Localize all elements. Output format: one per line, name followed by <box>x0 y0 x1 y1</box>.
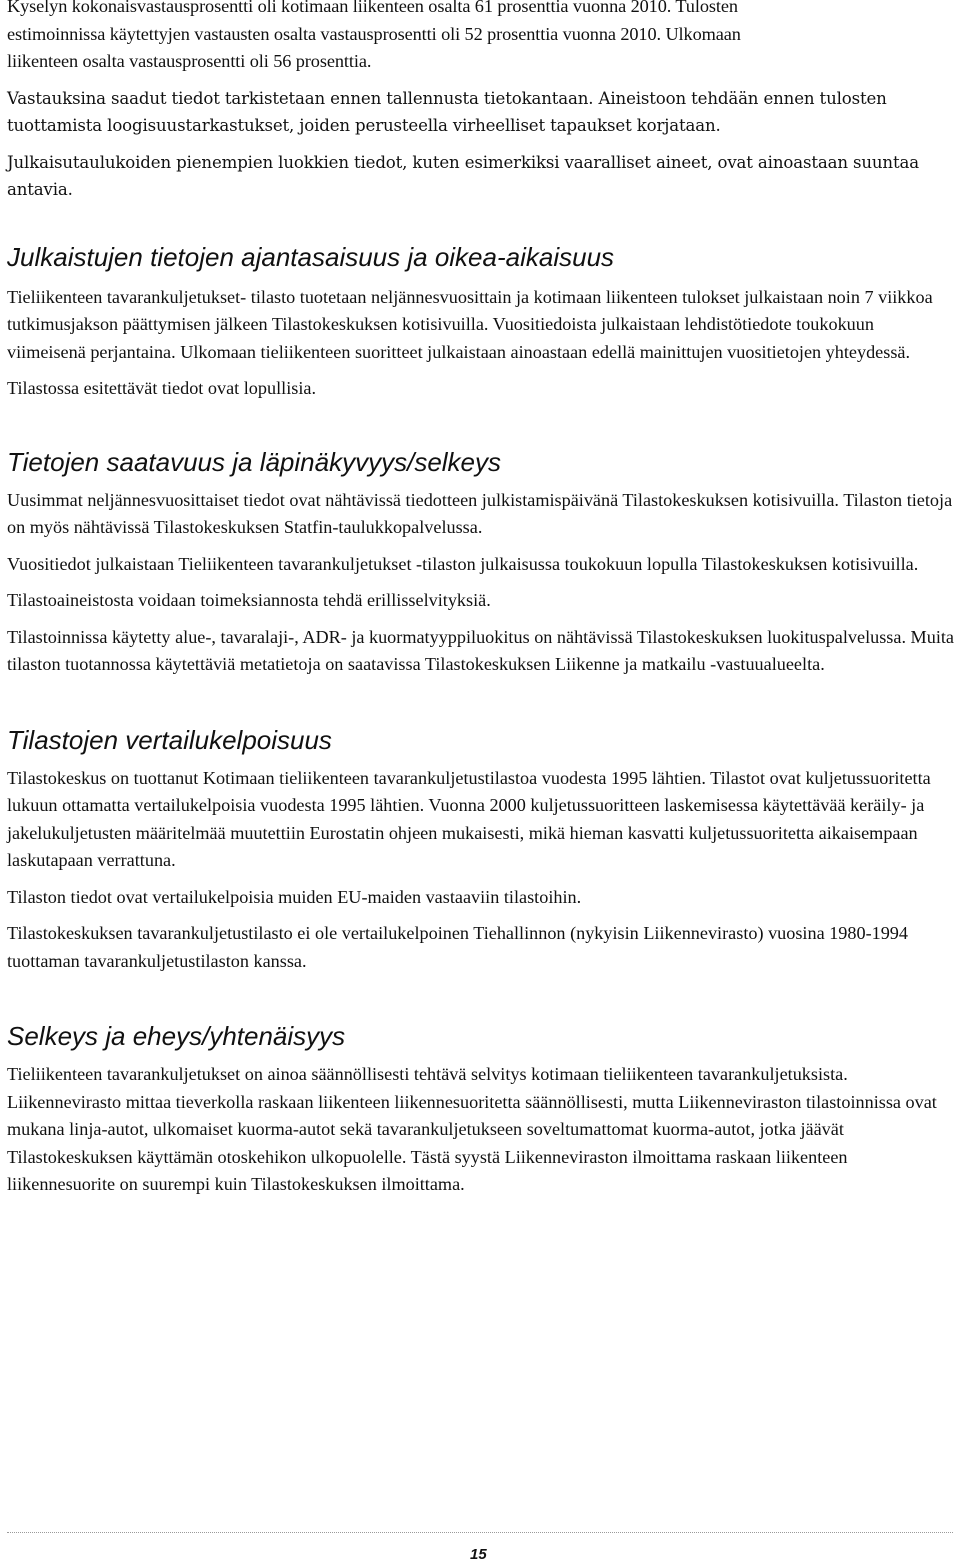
comparability-paragraph-3: Tilastokeskuksen tavarankuljetustilasto ei ole vertailukelpoinen Tiehallinnon (nykyisin Liikennevirasto) vuosina 1980-1994 tuottaman tavarankuljetustilaston kanssa. <box>7 923 908 971</box>
availability-paragraph-3: Tilastoaineistosta voidaan toimeksiannosta tehdä erillisselvityksiä. <box>7 590 491 610</box>
intro-paragraph-1 <box>7 0 957 76</box>
page-content <box>7 0 957 1199</box>
comparability-paragraph-2: Tilaston tiedot ovat vertailukelpoisia muiden EU-maiden vastaaviin tilastoihin. <box>7 886 582 907</box>
intro-line-1: Kyselyn kokonaisvastausprosentti oli kotimaan liikenteen osalta 61 prosenttia vuonna 2010. Tulosten <box>7 0 738 16</box>
coherence-paragraph-1: Tieliikenteen tavarankuljetukset on ainoa säännöllisesti tehtävä selvitys kotimaan tieliikenteen tavarankuljetuksista. Liikennevirasto mittaa tieverkolla raskaan liikenteen liikennesuoritetta säännöllisesti, mutta Liikenneviraston tilastoinnissa ovat mukana linja-autot, ulkomaiset kuorma-autot sekä tavarankuljetukseen soveltumattomat kuorma-autot, jotka jäävät Tilastokeskuksen käyttämän otoskehikon ulkopuolelle. Tästä syystä Liikenneviraston ilmoittama raskaan liikenteen liikennesuorite on suurempi kuin Tilastokeskuksen ilmoittama. <box>7 1064 937 1194</box>
section-title-availability: Tietojen saatavuus ja läpinäkyvyys/selkeys <box>7 446 502 477</box>
availability-paragraph-1: Uusimmat neljännesvuosittaiset tiedot ovat nähtävissä tiedotteen julkistamispäivänä Tilastokeskuksen kotisivuilla. Tilaston tietoja on myös nähtävissä Tilastokeskuksen Statfin-taulukkopalvelussa. <box>7 489 953 537</box>
comparability-paragraph-1: Tilastokeskus on tuottanut Kotimaan tieliikenteen tavarankuljetustilastoa vuodesta 1995 lähtien. Tilastot ovat kuljetussuoritetta lukuun ottamatta vertailukelpoisia vuodesta 1995 lähtien. Vuonna 2000 kuljetussuoritteen laskemisessa käytettävää keräily- ja jakelukuljetusten määritelmää muutettiin Eurostatin ohjeen mukaisesti, mikä hieman kasvatti kuljetussuoritetta aikaisempaan laskutapaan verrattuna. <box>7 767 931 870</box>
timeliness-paragraph-1: Tieliikenteen tavarankuljetukset- tilasto tuotetaan neljännesvuosittain ja kotimaan liikenteen tulokset julkaistaan noin 7 viikkoa tutkimusjakson päättymisen jälkeen Tilastokeskuksen kotisivuilla. Vuositiedoista julkaistaan lehdistötiedote toukokuun viimeisenä perjantaina. Ulkomaan tieliikenteen suoritteet julkaistaan ainoastaan edellä mainittujen vuositietojen yhteydessä. <box>7 286 933 362</box>
intro-line-3: liikenteen osalta vastausprosentti oli 56 prosenttia. <box>7 51 372 71</box>
section-title-coherence: Selkeys ja eheys/yhtenäisyys <box>7 1021 346 1051</box>
intro-line-2: estimoinnissa käytettyjen vastausten osalta vastausprosentti oli 52 prosenttia vuonna 2010. Ulkomaan <box>7 23 741 44</box>
page-number: 15 <box>470 1546 487 1563</box>
availability-paragraph-4: Tilastoinnissa käytetty alue-, tavaralaji-, ADR- ja kuormatyyppiluokitus on nähtävissä Tilastokeskuksen luokituspalvelussa. Muita tilaston tuotannossa käytettäviä metatietoja on saatavissa Tilastokeskuksen Liikenne ja matkailu -vastuualueelta. <box>7 626 955 674</box>
timeliness-paragraph-2: Tilastossa esitettävät tiedot ovat lopullisia. <box>7 378 316 398</box>
footer-divider <box>7 1532 953 1533</box>
intro-paragraph-3: Julkaisutaulukoiden pienempien luokkien tiedot, kuten esimerkiksi vaaralliset aineet, ovat ainoastaan suuntaa antavia. <box>7 152 919 199</box>
section-title-timeliness: Julkaistujen tietojen ajantasaisuus ja oikea-aikaisuus <box>7 241 615 272</box>
intro-block <box>7 0 957 204</box>
section-title-comparability: Tilastojen vertailukelpoisuus <box>7 724 332 755</box>
availability-paragraph-2: Vuositiedot julkaistaan Tieliikenteen tavarankuljetukset -tilaston julkaisussa toukokuun lopulla Tilastokeskuksen kotisivuilla. <box>7 553 919 574</box>
intro-paragraph-2: Vastauksina saadut tiedot tarkistetaan ennen tallennusta tietokantaan. Aineistoon tehdään ennen tulosten tuottamista loogisuustarkastukset, joiden perusteella virheelliset tapaukset korjataan. <box>7 88 887 135</box>
